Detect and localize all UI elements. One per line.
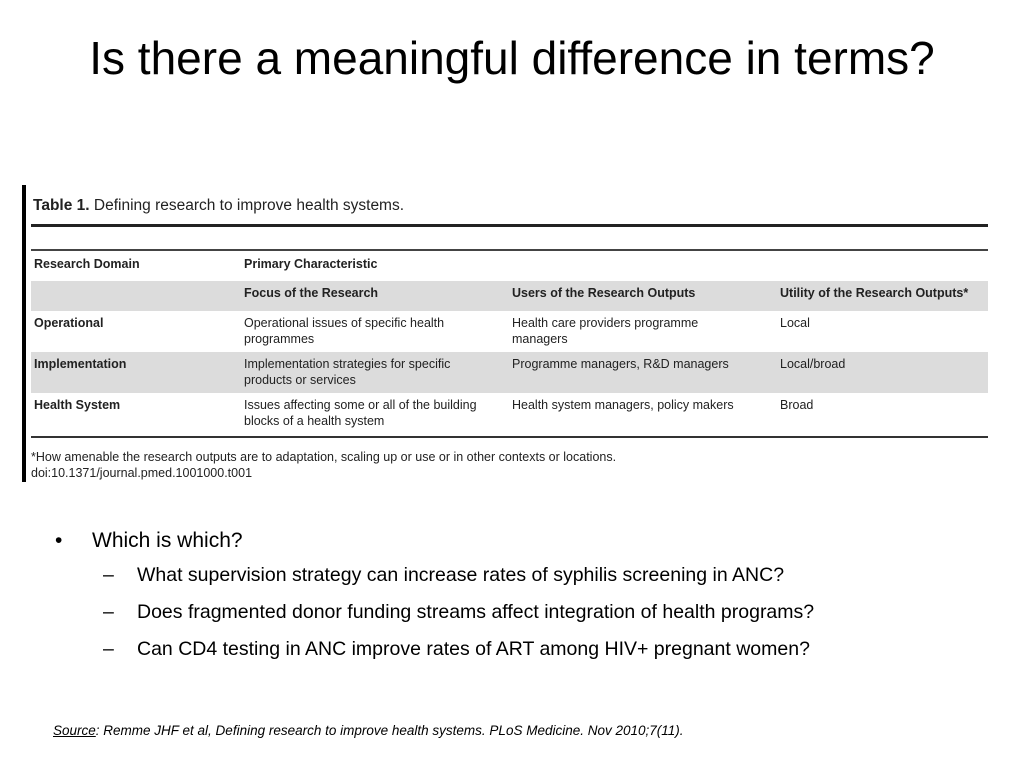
bullet-text: Which is which? xyxy=(92,529,243,552)
row-users: Health care providers programme managers xyxy=(512,316,699,346)
list-item xyxy=(55,598,1005,627)
row-domain: Implementation xyxy=(34,357,127,371)
row-focus: Operational issues of specific health programmes xyxy=(244,316,445,346)
source-label: Source xyxy=(53,723,96,738)
row-users: Health system managers, policy makers xyxy=(512,398,734,412)
table-caption-text: Defining research to improve health systems. xyxy=(93,197,405,214)
source-text: : Remme JHF et al, Defining research to improve health systems. PLoS Medicine. Nov 2010;7(11). xyxy=(95,723,684,738)
row-domain: Operational xyxy=(34,316,104,330)
dash-icon: – xyxy=(103,601,114,623)
table-top-rule xyxy=(31,224,988,227)
table-caption xyxy=(33,197,404,215)
slide-title: Is there a meaningful difference in terms? xyxy=(89,32,935,84)
list-item xyxy=(55,561,1005,590)
sub-bullet-text: Can CD4 testing in ANC improve rates of ART among HIV+ pregnant women? xyxy=(137,638,810,660)
table-bottom-rule xyxy=(31,436,988,438)
table-row xyxy=(31,352,988,393)
row-utility: Local/broad xyxy=(780,357,846,371)
sub-bullet-text: Does fragmented donor funding streams affect integration of health programs? xyxy=(137,601,815,623)
dash-icon: – xyxy=(103,638,114,660)
table-header-row-1 xyxy=(31,252,988,281)
footnote-text: *How amenable the research outputs are to adaptation, scaling up or use or in other contexts or locations. xyxy=(31,450,617,464)
row-users: Programme managers, R&D managers xyxy=(512,357,729,371)
table-row xyxy=(31,311,988,352)
table-figure xyxy=(22,185,988,482)
header-utility: Utility of the Research Outputs* xyxy=(780,286,969,300)
bullet-dot-icon: • xyxy=(55,529,63,552)
sub-bullet-text: What supervision strategy can increase rates of syphilis screening in ANC? xyxy=(137,564,785,586)
row-focus: Implementation strategies for specific products or services xyxy=(244,357,451,387)
header-primary-characteristic: Primary Characteristic xyxy=(244,257,378,271)
table-row xyxy=(31,393,988,434)
header-focus: Focus of the Research xyxy=(244,286,379,300)
table-header-rule xyxy=(31,249,988,251)
list-item xyxy=(55,525,1005,557)
table-caption-label: Table 1. xyxy=(33,197,90,214)
row-focus: Issues affecting some or all of the building blocks of a health system xyxy=(244,398,477,428)
doi-text: doi:10.1371/journal.pmed.1001000.t001 xyxy=(31,466,253,480)
source-citation xyxy=(53,723,684,738)
row-domain: Health System xyxy=(34,398,121,412)
list-item xyxy=(55,635,1005,664)
table-header-row-2 xyxy=(31,281,988,311)
table-footnote xyxy=(31,449,616,481)
header-users: Users of the Research Outputs xyxy=(512,286,696,300)
dash-icon: – xyxy=(103,564,114,586)
row-utility: Local xyxy=(780,316,810,330)
bullet-list xyxy=(55,525,1005,672)
header-research-domain: Research Domain xyxy=(34,257,140,271)
row-utility: Broad xyxy=(780,398,814,412)
